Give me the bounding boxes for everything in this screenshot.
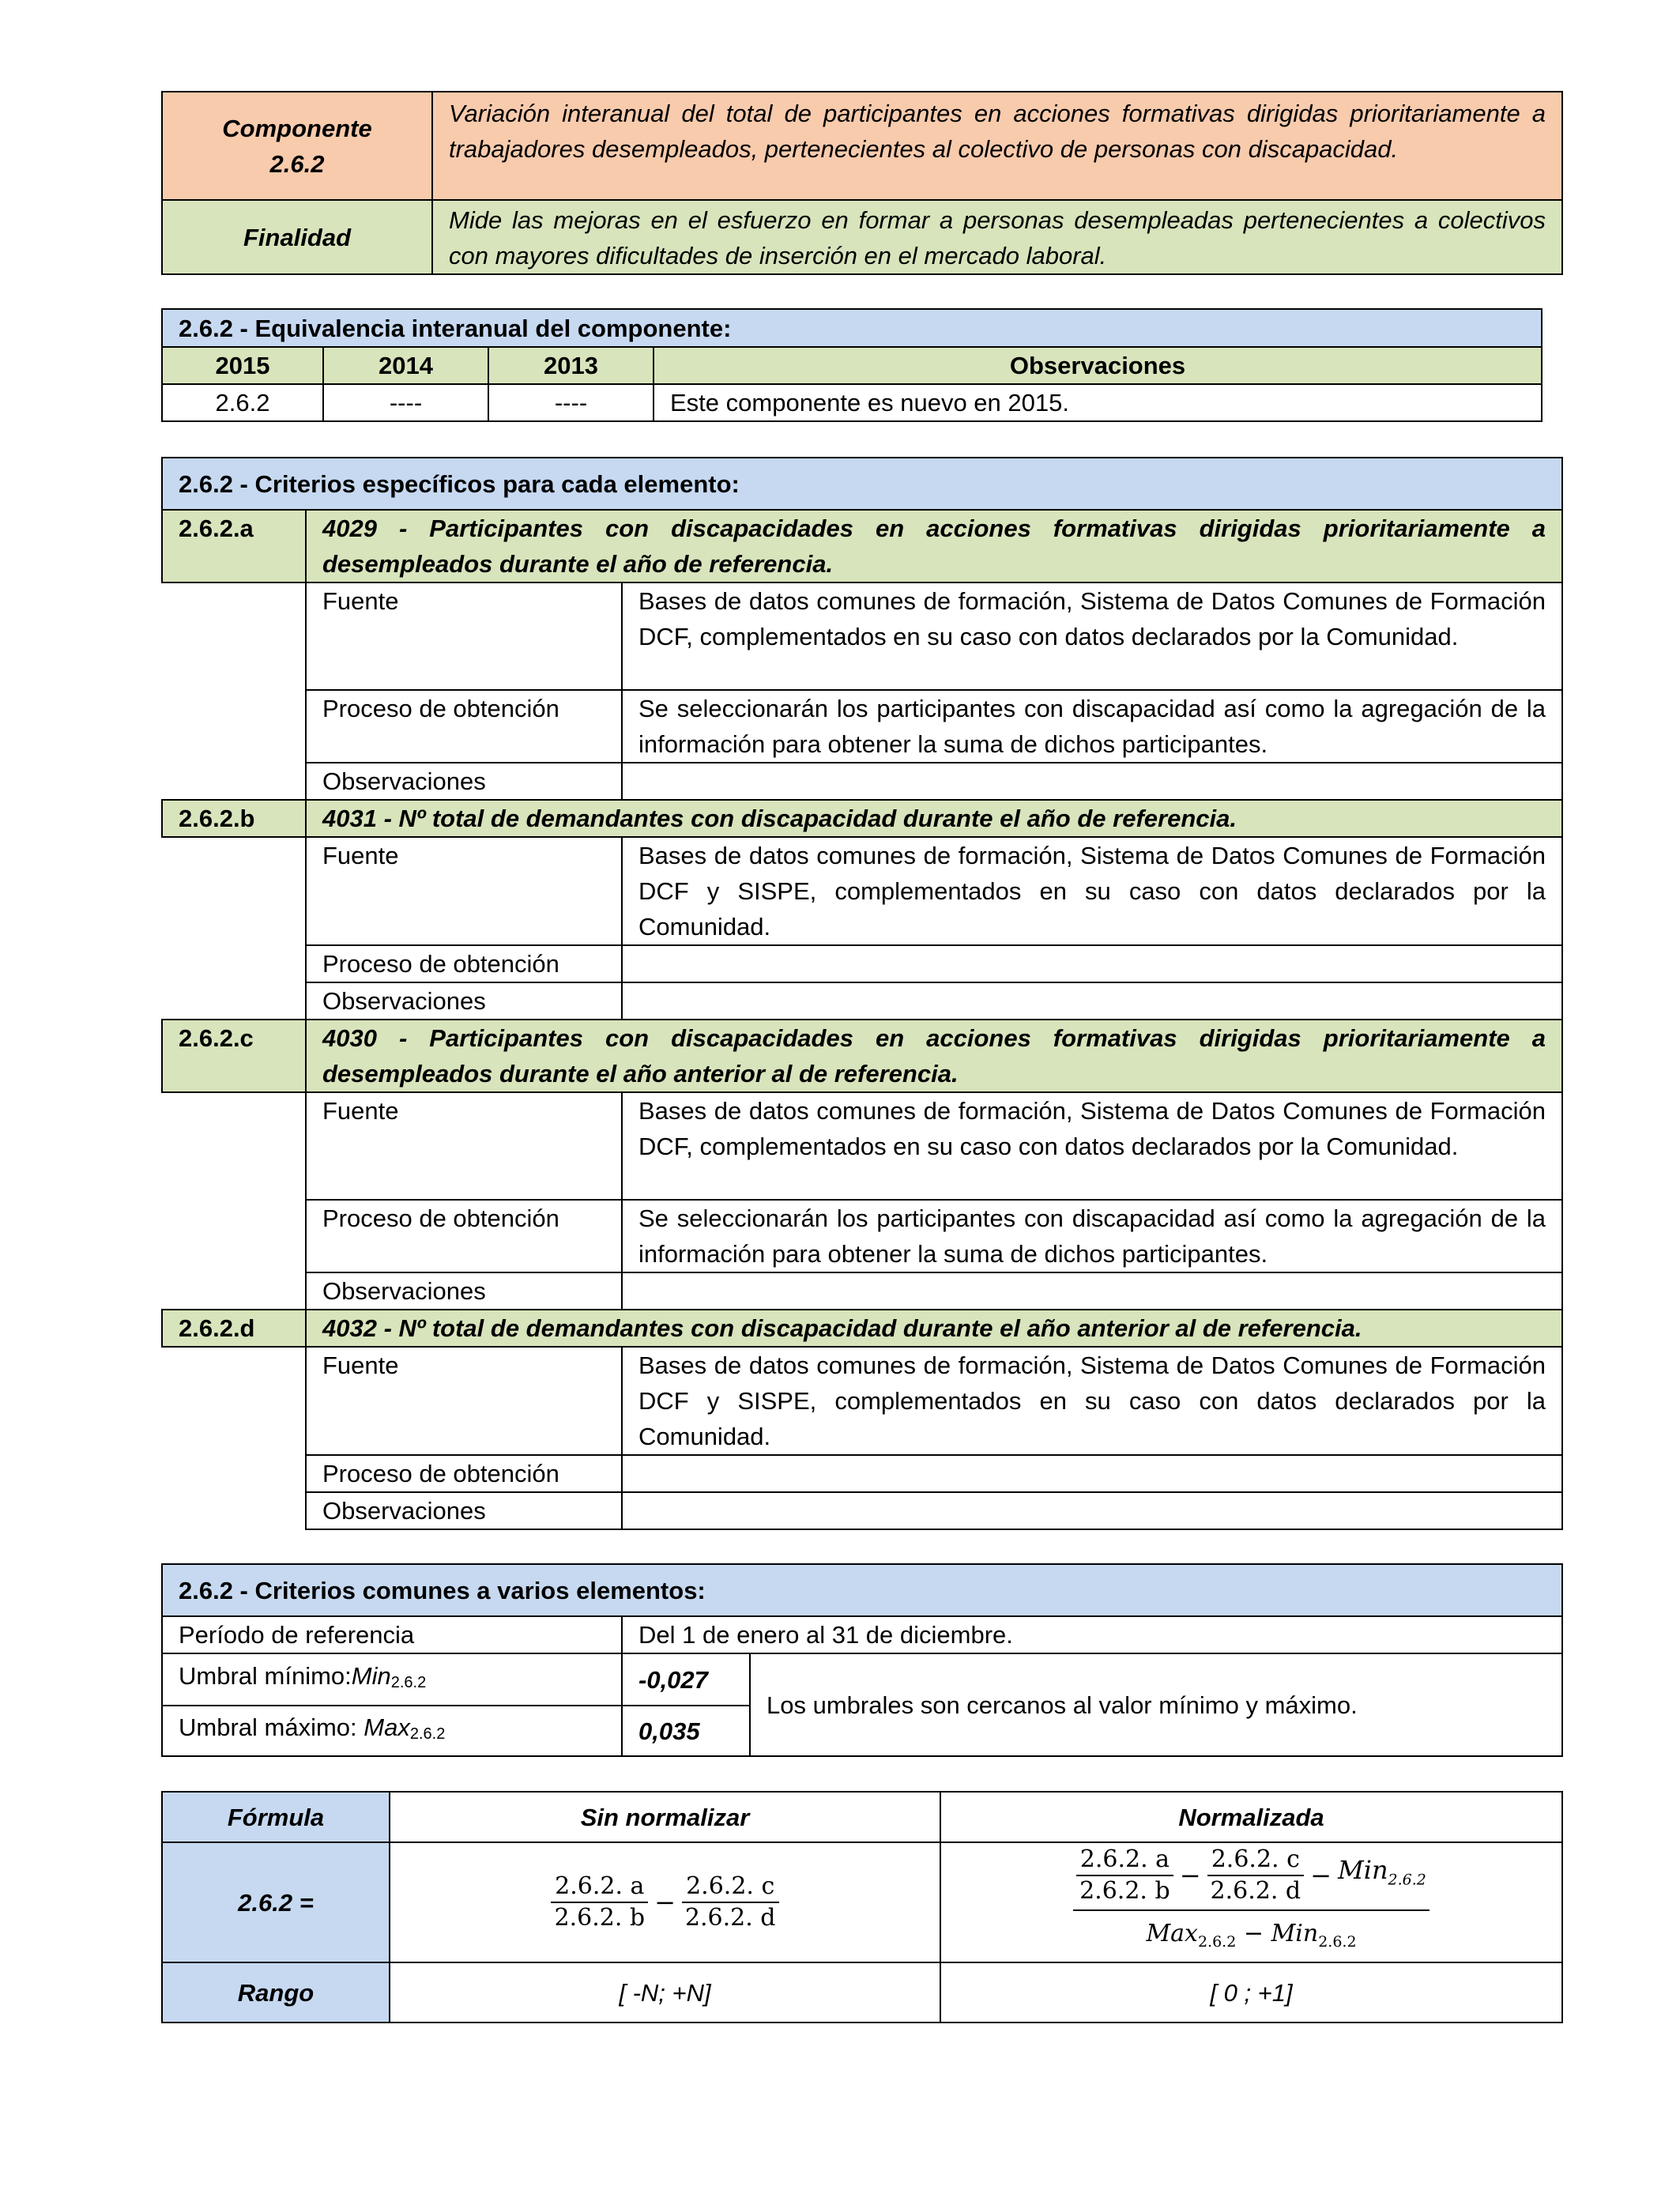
- indent-spacer: [162, 837, 306, 1020]
- element-title-a: 4029 - Participantes con discapacidades en acciones formativas dirigidas prioritariamente a desempleados durante el año de referencia.: [306, 510, 1562, 582]
- equivalencia-title: 2.6.2 - Equivalencia interanual del componente:: [162, 309, 1542, 347]
- fuente-label-a: Fuente: [306, 582, 622, 690]
- periodo-value: Del 1 de enero al 31 de diciembre.: [622, 1616, 1562, 1653]
- fraction-c-d: $\frac{2.6.2. c}{2.6.2. d}$: [682, 1872, 779, 1933]
- indent-spacer: [162, 1347, 306, 1529]
- proceso-value-a: Se seleccionarán los participantes con discapacidad así como la agregación de la información para obtener la suma de dichos participantes.: [622, 690, 1562, 763]
- umbral-maximo-label: Umbral máximo: Max$_{2.6.2}$: [162, 1706, 622, 1756]
- equivalencia-cell-2014: ----: [323, 384, 488, 421]
- umbral-maximo-value: 0,035: [622, 1706, 750, 1756]
- observaciones-label-d: Observaciones: [306, 1492, 622, 1529]
- componente-label: Componente: [222, 114, 372, 142]
- observaciones-label-b: Observaciones: [306, 982, 622, 1020]
- element-title-d: 4032 - Nº total de demandantes con discapacidad durante el año anterior al de referencia.: [306, 1310, 1562, 1347]
- equivalencia-cell-observaciones: Este componente es nuevo en 2015.: [654, 384, 1542, 421]
- equivalencia-cell-2013: ----: [488, 384, 654, 421]
- equivalencia-header-2015: 2015: [162, 347, 323, 384]
- indent-spacer: [162, 582, 306, 800]
- componente-label-cell: [162, 92, 432, 200]
- criterios-title: 2.6.2 - Criterios específicos para cada elemento:: [162, 458, 1562, 510]
- fuente-label-b: Fuente: [306, 837, 622, 945]
- observaciones-label-a: Observaciones: [306, 763, 622, 800]
- fuente-value-c: Bases de datos comunes de formación, Sistema de Datos Comunes de Formación DCF, complementados en su caso con datos declarados por la Comunidad.: [622, 1092, 1562, 1200]
- proceso-label-c: Proceso de obtención: [306, 1200, 622, 1272]
- umbral-note: Los umbrales son cercanos al valor mínimo y máximo.: [750, 1653, 1562, 1756]
- proceso-value-d: [622, 1455, 1562, 1492]
- componente-text: Variación interanual del total de participantes en acciones formativas dirigidas prioritariamente a trabajadores desempleados, pertenecientes al colectivo de personas con discapacidad.: [432, 92, 1562, 200]
- formula-sin-normalizar: $\frac{2.6.2. a}{2.6.2. b}$ − $\frac{2.6.2. c}{2.6.2. d}$: [390, 1842, 940, 1962]
- rango-sin-normalizar: [ -N; +N]: [390, 1962, 940, 2022]
- comunes-title: 2.6.2 - Criterios comunes a varios elementos:: [162, 1564, 1562, 1616]
- observaciones-value-a: [622, 763, 1562, 800]
- equivalencia-table: [161, 308, 1543, 422]
- observaciones-label-c: Observaciones: [306, 1272, 622, 1310]
- indent-spacer: [162, 1092, 306, 1310]
- normalized-fraction: [1073, 1845, 1430, 1960]
- formula-header-sin: Sin normalizar: [390, 1792, 940, 1842]
- criterios-table: [161, 457, 1563, 1530]
- element-title-c: 4030 - Participantes con discapacidades en acciones formativas dirigidas prioritariamente a desempleados durante el año anterior al de referencia.: [306, 1020, 1562, 1092]
- equivalencia-header-observaciones: Observaciones: [654, 347, 1542, 384]
- fuente-label-c: Fuente: [306, 1092, 622, 1200]
- umbral-minimo-label: Umbral mínimo:Min$_{2.6.2}$: [162, 1653, 622, 1706]
- rango-normalizada: [ 0 ; +1]: [940, 1962, 1562, 2022]
- observaciones-value-b: [622, 982, 1562, 1020]
- proceso-value-b: [622, 945, 1562, 982]
- proceso-label-a: Proceso de obtención: [306, 690, 622, 763]
- fuente-value-b: Bases de datos comunes de formación, Sistema de Datos Comunes de Formación DCF y SISPE, complementados en su caso con datos declarados por la Comunidad.: [622, 837, 1562, 945]
- fuente-value-d: Bases de datos comunes de formación, Sistema de Datos Comunes de Formación DCF y SISPE, complementados en su caso con datos declarados por la Comunidad.: [622, 1347, 1562, 1455]
- finalidad-text: Mide las mejoras en el esfuerzo en formar a personas desempleadas pertenecientes a colectivos con mayores dificultades de inserción en el mercado laboral.: [432, 200, 1562, 274]
- proceso-label-d: Proceso de obtención: [306, 1455, 622, 1492]
- observaciones-value-c: [622, 1272, 1562, 1310]
- normalized-numerator: $\frac{2.6.2. a}{2.6.2. b}$ − $\frac{2.6.2. c}{2.6.2. d}$ − Min$_{2.6.2}$: [1073, 1845, 1430, 1911]
- observaciones-value-d: [622, 1492, 1562, 1529]
- formula-table: [161, 1791, 1563, 2023]
- fuente-value-a: Bases de datos comunes de formación, Sistema de Datos Comunes de Formación DCF, complementados en su caso con datos declarados por la Comunidad.: [622, 582, 1562, 690]
- equivalencia-header-2013: 2013: [488, 347, 654, 384]
- proceso-label-b: Proceso de obtención: [306, 945, 622, 982]
- formula-row-label: 2.6.2 =: [162, 1842, 390, 1962]
- componente-number: 2.6.2: [269, 149, 325, 178]
- comunes-table: [161, 1563, 1563, 1757]
- fraction-a-b: $\frac{2.6.2. a}{2.6.2. b}$: [551, 1872, 648, 1933]
- finalidad-label: Finalidad: [162, 200, 432, 274]
- periodo-label: Período de referencia: [162, 1616, 622, 1653]
- element-code-d: 2.6.2.d: [162, 1310, 306, 1347]
- umbral-minimo-value: -0,027: [622, 1653, 750, 1706]
- proceso-value-c: Se seleccionarán los participantes con discapacidad así como la agregación de la información para obtener la suma de dichos participantes.: [622, 1200, 1562, 1272]
- fuente-label-d: Fuente: [306, 1347, 622, 1455]
- formula-header-normalizada: Normalizada: [940, 1792, 1562, 1842]
- equivalencia-cell-2015: 2.6.2: [162, 384, 323, 421]
- element-code-b: 2.6.2.b: [162, 800, 306, 837]
- formula-normalizada: [940, 1842, 1562, 1962]
- normalized-denominator: Max$_{2.6.2}$ − Min$_{2.6.2}$: [1146, 1920, 1357, 1951]
- rango-label: Rango: [162, 1962, 390, 2022]
- formula-header-formula: Fórmula: [162, 1792, 390, 1842]
- element-code-c: 2.6.2.c: [162, 1020, 306, 1092]
- element-title-b: 4031 - Nº total de demandantes con discapacidad durante el año de referencia.: [306, 800, 1562, 837]
- element-code-a: 2.6.2.a: [162, 510, 306, 582]
- equivalencia-header-2014: 2014: [323, 347, 488, 384]
- componente-table: [161, 91, 1563, 275]
